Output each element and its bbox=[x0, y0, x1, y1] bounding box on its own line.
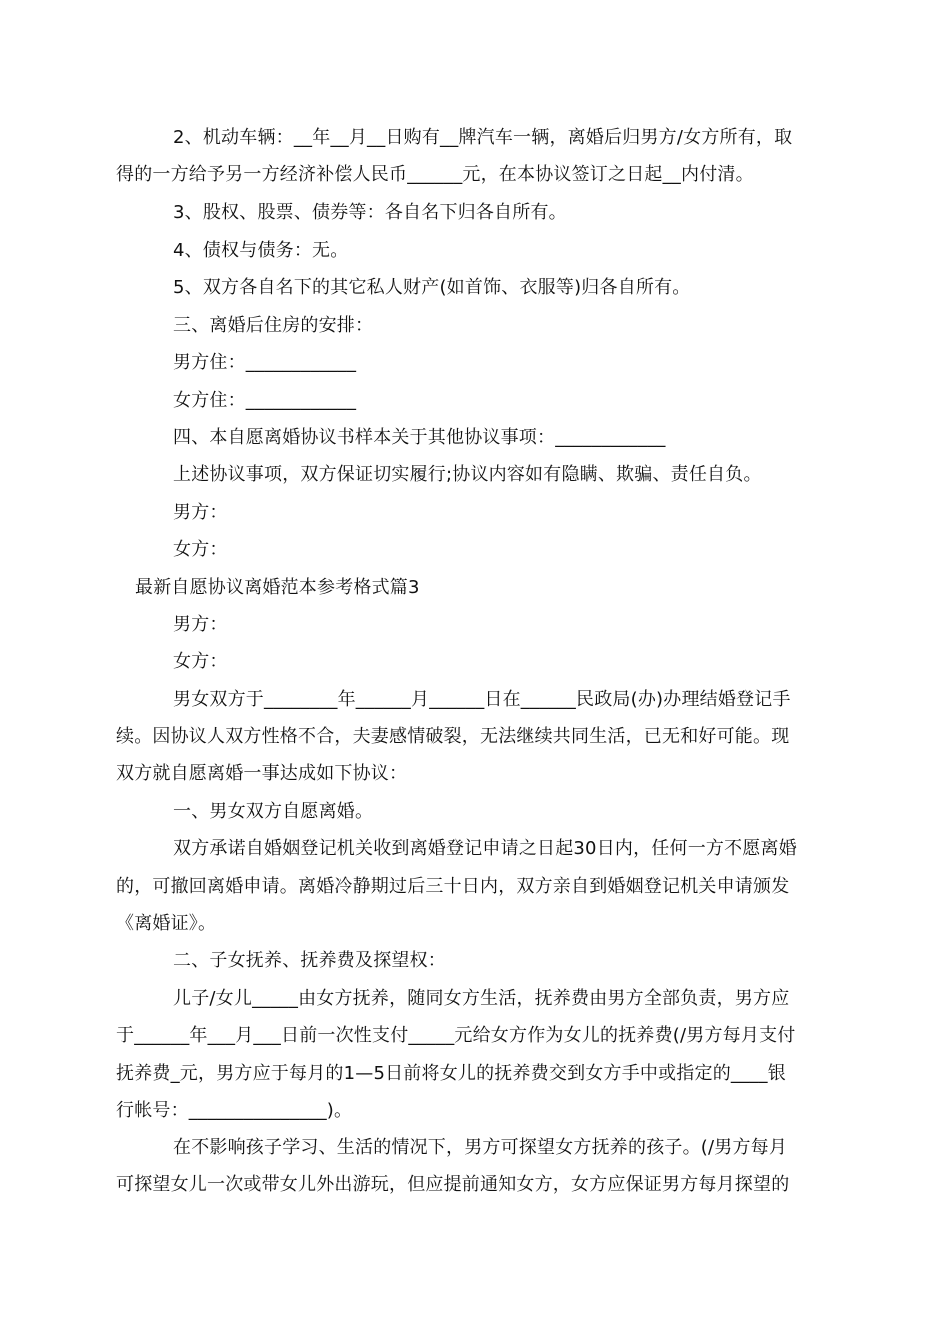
cooling-period-line-1: 双方承诺自婚姻登记机关收到离婚登记申请之日起30日内，任何一方不愿离婚 bbox=[173, 838, 797, 859]
section-divorce-heading: 一、男女双方自愿离婚。 bbox=[173, 801, 374, 822]
visitation-line-2: 可探望女儿一次或带女儿外出游玩，但应提前通知女方，女方应保证男方每月探望的 bbox=[116, 1174, 790, 1195]
section-child-custody-heading: 二、子女抚养、抚养费及探望权： bbox=[173, 950, 446, 971]
marriage-registration-line-2: 续。因协议人双方性格不合，夫妻感情破裂，无法继续共同生活，已无和好可能。现 bbox=[116, 726, 790, 747]
section-other-matters: 四、本自愿离婚协议书样本关于其他协议事项：____________ bbox=[173, 427, 666, 448]
template-title: 最新自愿协议离婚范本参考格式篇3 bbox=[135, 577, 420, 598]
housing-female: 女方住：____________ bbox=[173, 390, 357, 411]
section-housing-heading: 三、离婚后住房的安排： bbox=[173, 315, 374, 336]
child-support-line-4: 行帐号：_______________)。 bbox=[116, 1100, 353, 1121]
party-female: 女方： bbox=[173, 651, 228, 672]
child-support-line-3: 抚养费_元，男方应于每月的1—5日前将女儿的抚养费交到女方手中或指定的____银 bbox=[116, 1063, 786, 1084]
child-support-line-2: 于______年___月___日前一次性支付_____元给女方作为女儿的抚养费(/男方每月支付 bbox=[116, 1025, 796, 1046]
visitation-line-1: 在不影响孩子学习、生活的情况下，男方可探望女方抚养的孩子。(/男方每月 bbox=[173, 1137, 788, 1158]
cooling-period-line-3: 《离婚证》。 bbox=[116, 913, 217, 934]
marriage-registration-line-3: 双方就自愿离婚一事达成如下协议： bbox=[116, 763, 408, 784]
signature-female: 女方： bbox=[173, 539, 228, 560]
cooling-period-line-2: 的，可撤回离婚申请。离婚冷静期过后三十日内，双方亲自到婚姻登记机关申请颁发 bbox=[116, 876, 790, 897]
housing-male: 男方住：____________ bbox=[173, 352, 357, 373]
clause-vehicle-line-1: 2、机动车辆：__年__月__日购有__牌汽车一辆，离婚后归男方/女方所有，取 bbox=[173, 127, 793, 148]
child-support-line-1: 儿子/女儿_____由女方抚养，随同女方生活，抚养费由男方全部负责，男方应 bbox=[173, 988, 790, 1009]
marriage-registration-line-1: 男女双方于________年______月______日在______民政局(办)办理结婚登记手 bbox=[173, 689, 791, 710]
agreement-guarantee: 上述协议事项，双方保证切实履行;协议内容如有隐瞒、欺骗、责任自负。 bbox=[173, 464, 762, 485]
clause-vehicle-line-2: 得的一方给予另一方经济补偿人民币______元，在本协议签订之日起__内付清。 bbox=[116, 164, 754, 185]
clause-personal-property: 5、双方各自名下的其它私人财产(如首饰、衣服等)归各自所有。 bbox=[173, 277, 691, 298]
clause-equity: 3、股权、股票、债券等：各自名下归各自所有。 bbox=[173, 202, 567, 223]
clause-debts: 4、债权与债务：无。 bbox=[173, 240, 349, 261]
party-male: 男方： bbox=[173, 614, 228, 635]
signature-male: 男方： bbox=[173, 502, 228, 523]
